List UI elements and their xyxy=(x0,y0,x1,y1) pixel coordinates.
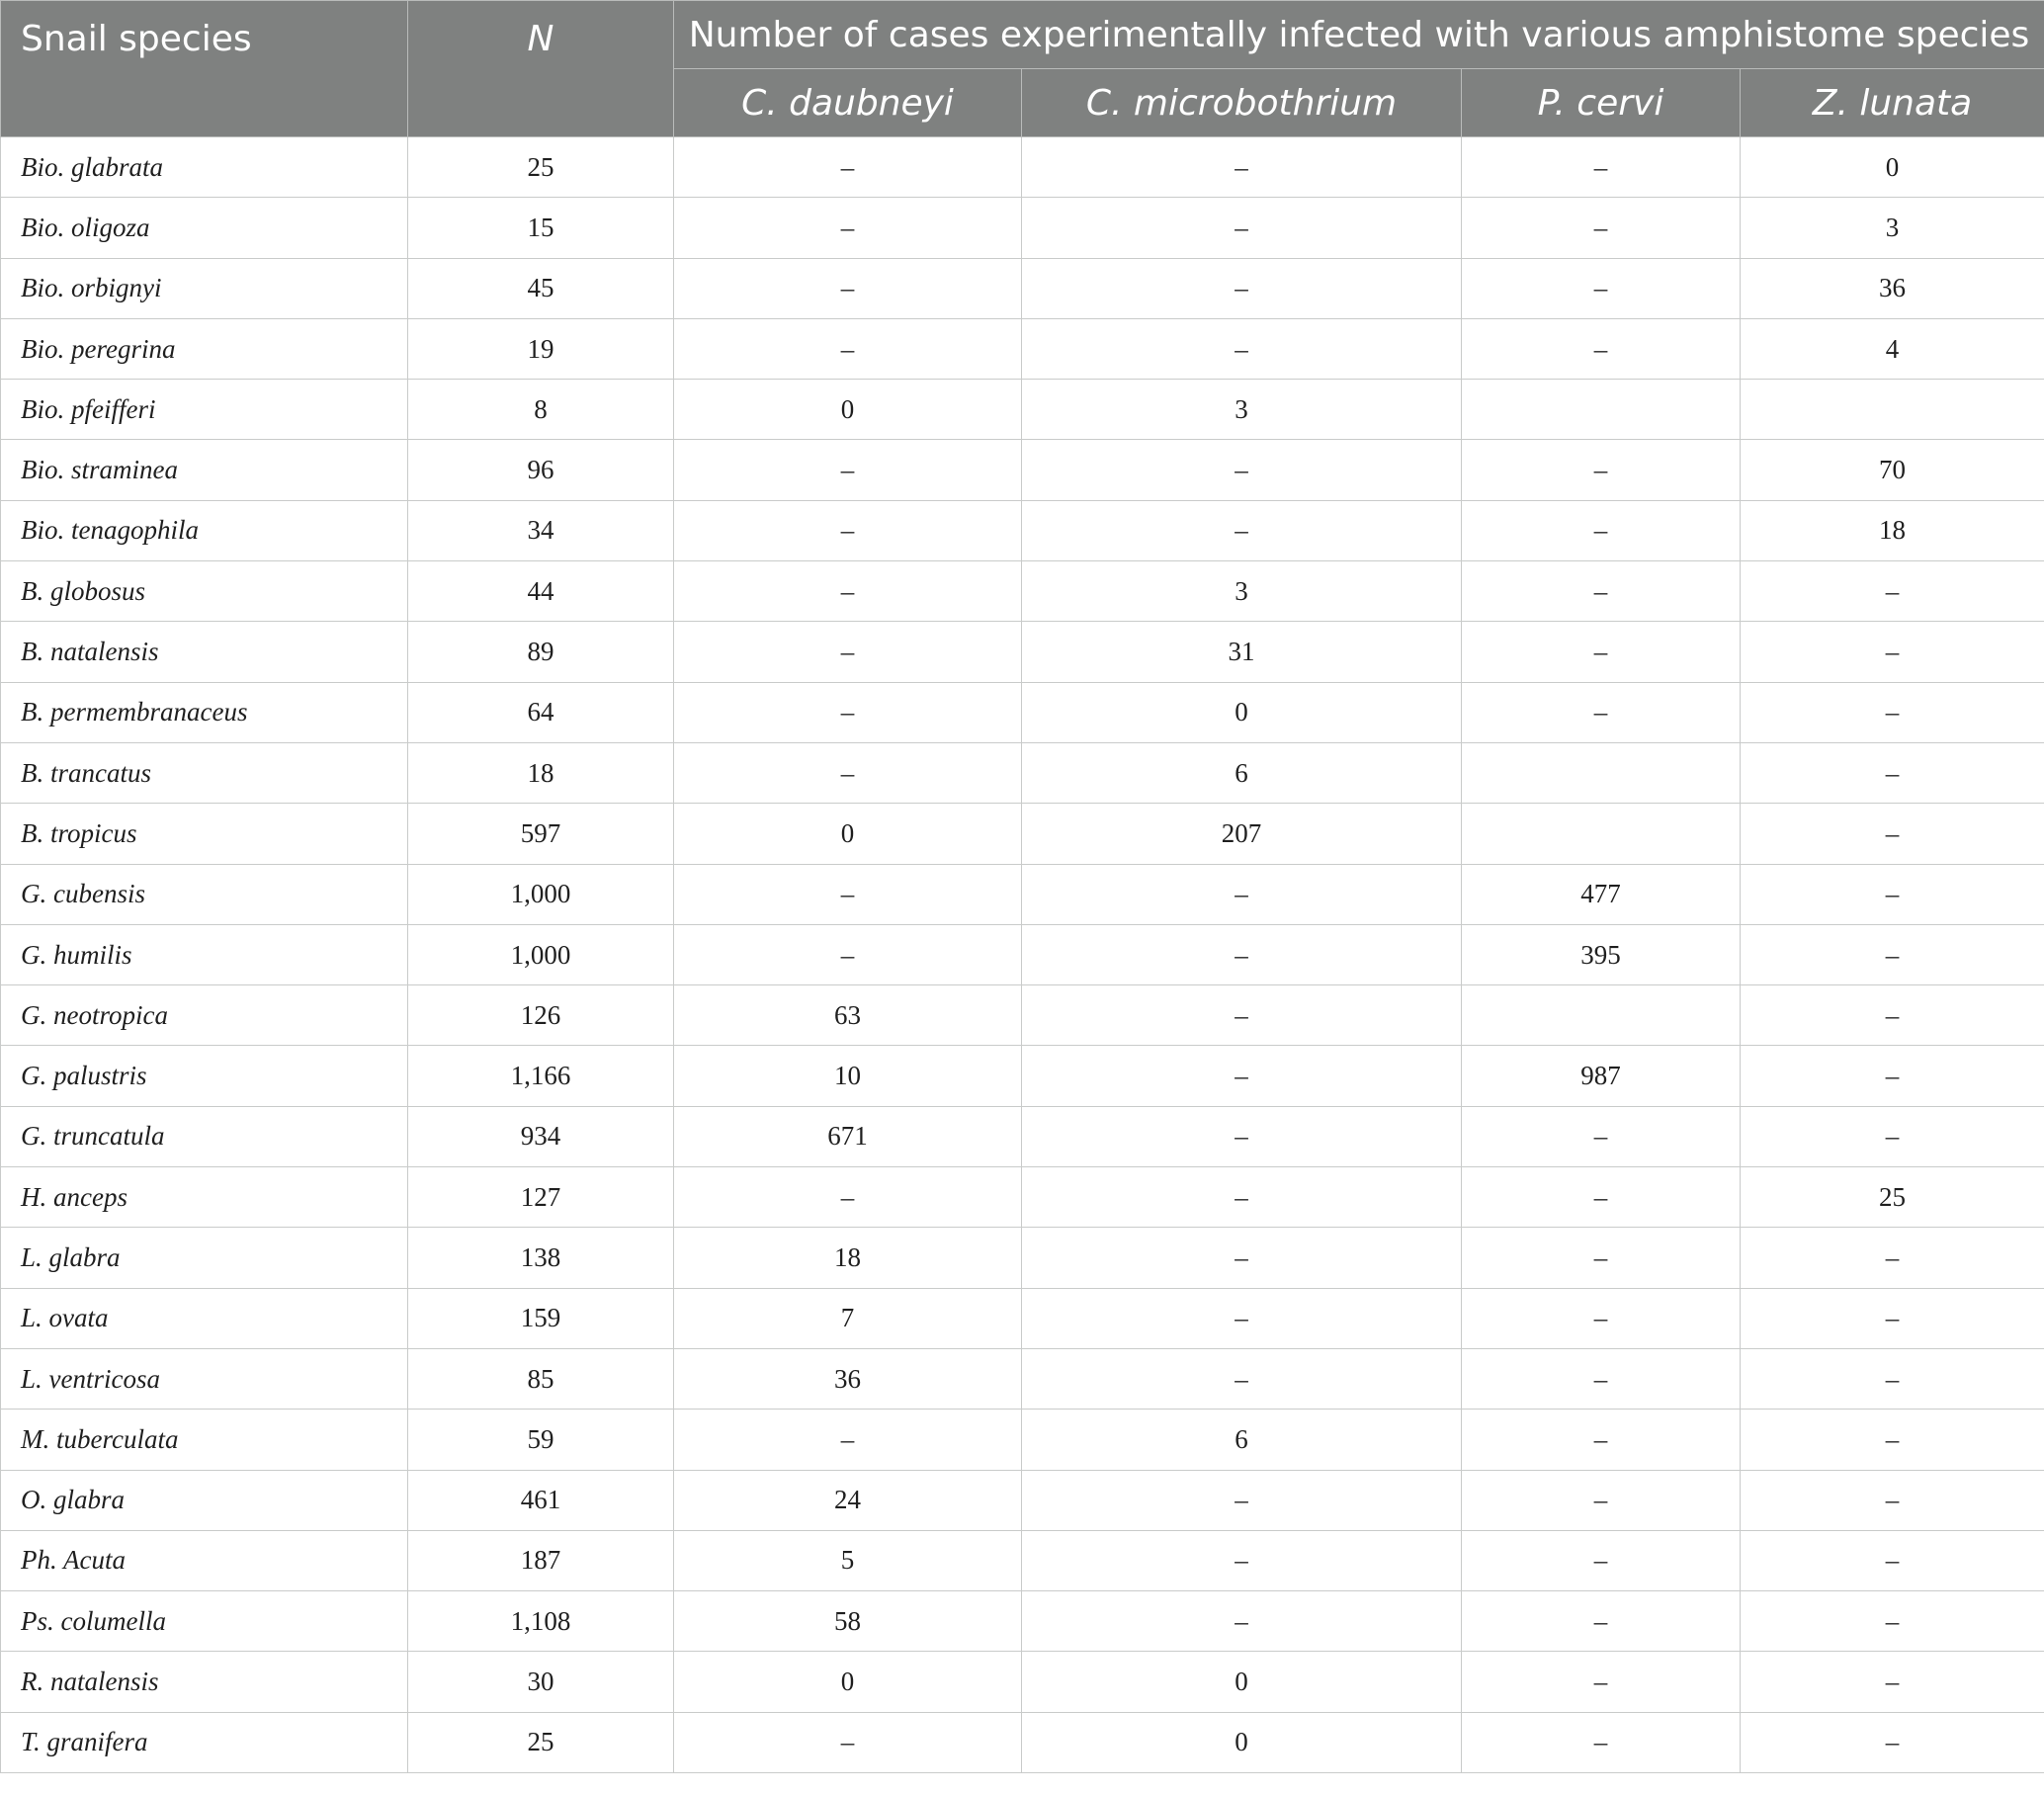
c-microbothrium-cell: 0 xyxy=(1022,1712,1462,1772)
n-cell: 85 xyxy=(408,1348,674,1409)
species-cell: G. truncatula xyxy=(1,1106,408,1166)
n-cell: 15 xyxy=(408,198,674,258)
z-lunata-cell: 25 xyxy=(1741,1167,2044,1228)
c-microbothrium-cell: – xyxy=(1022,1288,1462,1348)
z-lunata-cell: 0 xyxy=(1741,137,2044,198)
n-cell: 25 xyxy=(408,137,674,198)
c-microbothrium-cell: – xyxy=(1022,440,1462,500)
p-cervi-cell xyxy=(1462,804,1741,864)
table-row xyxy=(1,1530,2044,1590)
c-microbothrium-cell: 31 xyxy=(1022,622,1462,682)
p-cervi-cell xyxy=(1462,380,1741,440)
c-daubneyi-cell: – xyxy=(674,1167,1022,1228)
c-microbothrium-cell: – xyxy=(1022,924,1462,984)
p-cervi-cell xyxy=(1462,742,1741,803)
p-cervi-cell: – xyxy=(1462,137,1741,198)
c-daubneyi-cell: – xyxy=(674,500,1022,560)
table-body xyxy=(1,137,2044,1773)
z-lunata-cell: – xyxy=(1741,1712,2044,1772)
header-group-label: Number of cases experimentally infected with various amphistome species xyxy=(674,1,2044,69)
species-cell: G. cubensis xyxy=(1,864,408,924)
species-cell: Bio. pfeifferi xyxy=(1,380,408,440)
table-row xyxy=(1,1591,2044,1652)
z-lunata-cell: 3 xyxy=(1741,198,2044,258)
c-daubneyi-cell: 10 xyxy=(674,1046,1022,1106)
c-microbothrium-cell: 0 xyxy=(1022,1652,1462,1712)
species-cell: L. glabra xyxy=(1,1228,408,1288)
p-cervi-cell: – xyxy=(1462,318,1741,379)
p-cervi-cell: – xyxy=(1462,682,1741,742)
n-cell: 19 xyxy=(408,318,674,379)
species-cell: Bio. oligoza xyxy=(1,198,408,258)
c-microbothrium-cell: – xyxy=(1022,258,1462,318)
table-row xyxy=(1,682,2044,742)
c-microbothrium-cell: 3 xyxy=(1022,561,1462,622)
species-cell: Bio. straminea xyxy=(1,440,408,500)
table-row xyxy=(1,198,2044,258)
c-microbothrium-cell: – xyxy=(1022,1591,1462,1652)
c-microbothrium-cell: 0 xyxy=(1022,682,1462,742)
c-microbothrium-cell: – xyxy=(1022,1106,1462,1166)
z-lunata-cell: – xyxy=(1741,1288,2044,1348)
table-row xyxy=(1,924,2044,984)
table-row xyxy=(1,137,2044,198)
header-z-lunata: Z. lunata xyxy=(1741,69,2044,137)
n-cell: 34 xyxy=(408,500,674,560)
table-row xyxy=(1,1046,2044,1106)
p-cervi-cell xyxy=(1462,985,1741,1046)
z-lunata-cell: – xyxy=(1741,682,2044,742)
z-lunata-cell: – xyxy=(1741,1410,2044,1470)
table-row xyxy=(1,258,2044,318)
c-microbothrium-cell: 6 xyxy=(1022,1410,1462,1470)
z-lunata-cell: – xyxy=(1741,1046,2044,1106)
species-cell: Bio. tenagophila xyxy=(1,500,408,560)
n-cell: 187 xyxy=(408,1530,674,1590)
c-daubneyi-cell: – xyxy=(674,561,1022,622)
c-daubneyi-cell: 58 xyxy=(674,1591,1022,1652)
n-cell: 597 xyxy=(408,804,674,864)
p-cervi-cell: – xyxy=(1462,500,1741,560)
species-cell: G. neotropica xyxy=(1,985,408,1046)
c-daubneyi-cell: – xyxy=(674,1712,1022,1772)
p-cervi-cell: – xyxy=(1462,440,1741,500)
c-daubneyi-cell: 36 xyxy=(674,1348,1022,1409)
z-lunata-cell: – xyxy=(1741,864,2044,924)
species-cell: B. permembranaceus xyxy=(1,682,408,742)
table-row xyxy=(1,742,2044,803)
z-lunata-cell: – xyxy=(1741,1470,2044,1530)
species-cell: Bio. peregrina xyxy=(1,318,408,379)
p-cervi-cell: – xyxy=(1462,258,1741,318)
n-cell: 64 xyxy=(408,682,674,742)
header-c-daubneyi: C. daubneyi xyxy=(674,69,1022,137)
table-row xyxy=(1,1106,2044,1166)
c-daubneyi-cell: – xyxy=(674,318,1022,379)
species-cell: M. tuberculata xyxy=(1,1410,408,1470)
n-cell: 25 xyxy=(408,1712,674,1772)
c-daubneyi-cell: – xyxy=(674,258,1022,318)
n-cell: 59 xyxy=(408,1410,674,1470)
table-row xyxy=(1,318,2044,379)
p-cervi-cell: – xyxy=(1462,1410,1741,1470)
species-cell: Bio. glabrata xyxy=(1,137,408,198)
table-row xyxy=(1,1470,2044,1530)
species-cell: L. ovata xyxy=(1,1288,408,1348)
c-microbothrium-cell: – xyxy=(1022,1530,1462,1590)
z-lunata-cell: – xyxy=(1741,924,2044,984)
species-cell: B. natalensis xyxy=(1,622,408,682)
c-microbothrium-cell: – xyxy=(1022,137,1462,198)
z-lunata-cell: – xyxy=(1741,1591,2044,1652)
c-daubneyi-cell: 671 xyxy=(674,1106,1022,1166)
n-cell: 461 xyxy=(408,1470,674,1530)
z-lunata-cell: – xyxy=(1741,1348,2044,1409)
p-cervi-cell: – xyxy=(1462,561,1741,622)
species-cell: L. ventricosa xyxy=(1,1348,408,1409)
z-lunata-cell: 70 xyxy=(1741,440,2044,500)
n-cell: 96 xyxy=(408,440,674,500)
z-lunata-cell: – xyxy=(1741,1106,2044,1166)
p-cervi-cell: 477 xyxy=(1462,864,1741,924)
species-cell: O. glabra xyxy=(1,1470,408,1530)
table-row xyxy=(1,622,2044,682)
z-lunata-cell: 18 xyxy=(1741,500,2044,560)
p-cervi-cell: 987 xyxy=(1462,1046,1741,1106)
c-microbothrium-cell: 3 xyxy=(1022,380,1462,440)
c-microbothrium-cell: – xyxy=(1022,985,1462,1046)
header-c-microbothrium: C. microbothrium xyxy=(1022,69,1462,137)
p-cervi-cell: 395 xyxy=(1462,924,1741,984)
z-lunata-cell: 36 xyxy=(1741,258,2044,318)
p-cervi-cell: – xyxy=(1462,1228,1741,1288)
table-row xyxy=(1,380,2044,440)
c-daubneyi-cell: 0 xyxy=(674,380,1022,440)
n-cell: 1,166 xyxy=(408,1046,674,1106)
table-row xyxy=(1,1288,2044,1348)
p-cervi-cell: – xyxy=(1462,1591,1741,1652)
table-row xyxy=(1,804,2044,864)
species-cell: H. anceps xyxy=(1,1167,408,1228)
z-lunata-cell: – xyxy=(1741,561,2044,622)
z-lunata-cell: – xyxy=(1741,622,2044,682)
n-cell: 8 xyxy=(408,380,674,440)
p-cervi-cell: – xyxy=(1462,1106,1741,1166)
species-cell: G. palustris xyxy=(1,1046,408,1106)
z-lunata-cell: – xyxy=(1741,985,2044,1046)
n-cell: 18 xyxy=(408,742,674,803)
n-cell: 1,000 xyxy=(408,864,674,924)
z-lunata-cell: – xyxy=(1741,804,2044,864)
p-cervi-cell: – xyxy=(1462,1288,1741,1348)
c-daubneyi-cell: – xyxy=(674,198,1022,258)
c-microbothrium-cell: – xyxy=(1022,318,1462,379)
species-cell: T. granifera xyxy=(1,1712,408,1772)
p-cervi-cell: – xyxy=(1462,1652,1741,1712)
z-lunata-cell: 4 xyxy=(1741,318,2044,379)
c-daubneyi-cell: 0 xyxy=(674,1652,1022,1712)
z-lunata-cell: – xyxy=(1741,1228,2044,1288)
n-cell: 89 xyxy=(408,622,674,682)
z-lunata-cell: – xyxy=(1741,742,2044,803)
c-daubneyi-cell: – xyxy=(674,1410,1022,1470)
c-microbothrium-cell: – xyxy=(1022,500,1462,560)
c-daubneyi-cell: – xyxy=(674,924,1022,984)
c-daubneyi-cell: – xyxy=(674,622,1022,682)
header-p-cervi: P. cervi xyxy=(1462,69,1741,137)
p-cervi-cell: – xyxy=(1462,622,1741,682)
p-cervi-cell: – xyxy=(1462,1348,1741,1409)
header-n: N xyxy=(408,1,674,137)
species-cell: Ph. Acuta xyxy=(1,1530,408,1590)
species-cell: B. tropicus xyxy=(1,804,408,864)
c-microbothrium-cell: – xyxy=(1022,1228,1462,1288)
z-lunata-cell: – xyxy=(1741,1652,2044,1712)
n-cell: 159 xyxy=(408,1288,674,1348)
n-cell: 44 xyxy=(408,561,674,622)
c-microbothrium-cell: – xyxy=(1022,1046,1462,1106)
p-cervi-cell: – xyxy=(1462,198,1741,258)
n-cell: 1,108 xyxy=(408,1591,674,1652)
n-cell: 1,000 xyxy=(408,924,674,984)
p-cervi-cell: – xyxy=(1462,1530,1741,1590)
p-cervi-cell: – xyxy=(1462,1167,1741,1228)
c-daubneyi-cell: – xyxy=(674,742,1022,803)
c-daubneyi-cell: – xyxy=(674,864,1022,924)
table-row xyxy=(1,1712,2044,1772)
table-row xyxy=(1,1348,2044,1409)
c-microbothrium-cell: – xyxy=(1022,1348,1462,1409)
c-microbothrium-cell: 207 xyxy=(1022,804,1462,864)
c-daubneyi-cell: – xyxy=(674,440,1022,500)
n-cell: 934 xyxy=(408,1106,674,1166)
c-daubneyi-cell: – xyxy=(674,137,1022,198)
c-microbothrium-cell: – xyxy=(1022,1167,1462,1228)
species-cell: Ps. columella xyxy=(1,1591,408,1652)
species-cell: B. trancatus xyxy=(1,742,408,803)
c-daubneyi-cell: 18 xyxy=(674,1228,1022,1288)
c-daubneyi-cell: – xyxy=(674,682,1022,742)
c-microbothrium-cell: – xyxy=(1022,198,1462,258)
c-microbothrium-cell: 6 xyxy=(1022,742,1462,803)
species-cell: Bio. orbignyi xyxy=(1,258,408,318)
n-cell: 126 xyxy=(408,985,674,1046)
table-row xyxy=(1,440,2044,500)
table-row xyxy=(1,864,2044,924)
table-row xyxy=(1,985,2044,1046)
c-daubneyi-cell: 0 xyxy=(674,804,1022,864)
p-cervi-cell: – xyxy=(1462,1470,1741,1530)
species-cell: G. humilis xyxy=(1,924,408,984)
n-cell: 127 xyxy=(408,1167,674,1228)
n-cell: 30 xyxy=(408,1652,674,1712)
c-daubneyi-cell: 24 xyxy=(674,1470,1022,1530)
table-row xyxy=(1,1167,2044,1228)
p-cervi-cell: – xyxy=(1462,1712,1741,1772)
table-row xyxy=(1,1410,2044,1470)
table-header xyxy=(1,1,2044,137)
n-cell: 138 xyxy=(408,1228,674,1288)
z-lunata-cell xyxy=(1741,380,2044,440)
species-cell: B. globosus xyxy=(1,561,408,622)
c-daubneyi-cell: 5 xyxy=(674,1530,1022,1590)
table-row xyxy=(1,500,2044,560)
c-daubneyi-cell: 7 xyxy=(674,1288,1022,1348)
c-microbothrium-cell: – xyxy=(1022,1470,1462,1530)
n-cell: 45 xyxy=(408,258,674,318)
species-cell: R. natalensis xyxy=(1,1652,408,1712)
table-row xyxy=(1,561,2044,622)
table-row xyxy=(1,1228,2044,1288)
table-row xyxy=(1,1652,2044,1712)
c-microbothrium-cell: – xyxy=(1022,864,1462,924)
z-lunata-cell: – xyxy=(1741,1530,2044,1590)
c-daubneyi-cell: 63 xyxy=(674,985,1022,1046)
header-snail-species: Snail species xyxy=(1,1,408,137)
